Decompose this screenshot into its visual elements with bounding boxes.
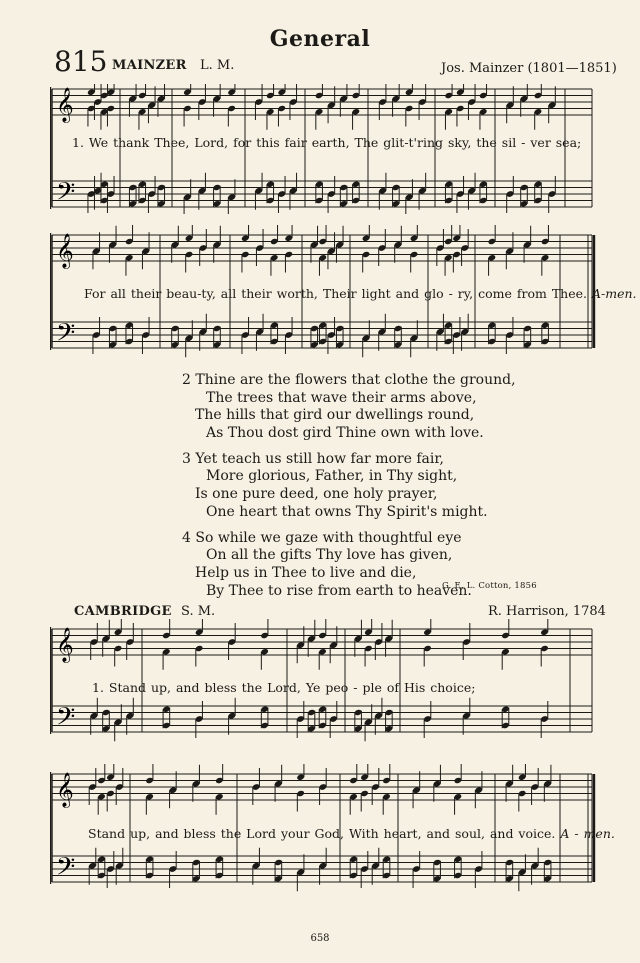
stanza <box>0 530 640 600</box>
verse-line: More glorious, Father, in Thy sight, <box>206 468 458 485</box>
lyric-line: 1. Stand up, and bless the Lord, Ye peo - ple of His choice; <box>92 680 476 695</box>
lyric-text: Stand up, and bless the Lord your God, With heart, and soul, and voice. <box>88 826 556 841</box>
treble-clef-icon: 𝄞 <box>56 772 74 808</box>
verse-line: On all the gifts Thy love has given, <box>206 547 453 564</box>
amen-label: A-men. <box>591 286 637 301</box>
stanza <box>0 451 640 521</box>
treble-clef-icon: 𝄞 <box>56 233 74 269</box>
composer-credit: R. Harrison, 1784 <box>488 604 606 619</box>
lyric-line <box>88 826 615 841</box>
tune-name: CAMBRIDGE <box>74 604 172 619</box>
verse-block <box>0 372 640 609</box>
bass-clef-icon: 𝄢 <box>56 702 76 738</box>
lyric-line: 1. We thank Thee, Lord, for this fair earth, The glit-t'ring sky, the sil - ver sea; <box>72 135 582 150</box>
verse-line: Help us in Thee to live and die, <box>195 564 417 581</box>
tune-meter: S. M. <box>181 604 216 619</box>
amen-label: A - men. <box>560 826 615 841</box>
bass-clef-icon: 𝄢 <box>56 318 76 354</box>
bass-clef-icon: 𝄢 <box>56 852 76 888</box>
verse-line: 2 Thine are the flowers that clothe the ground, <box>182 372 516 388</box>
tune-name: MAINZER <box>112 58 187 73</box>
tune-meter: L. M. <box>200 58 235 73</box>
hymn-number: 815 <box>54 45 108 78</box>
verse-line: 4 So while we gaze with thoughtful eye <box>182 529 462 546</box>
page-title: General <box>269 26 371 52</box>
verse-line: The hills that gird our dwellings round, <box>195 407 475 424</box>
verse-line: By Thee to rise from earth to heaven. <box>206 582 472 599</box>
treble-clef-icon: 𝄞 <box>56 627 74 663</box>
text-author: G. E. L. Cotton, 1856 <box>442 581 537 591</box>
bass-clef-icon: 𝄢 <box>56 177 76 213</box>
verse-line: 3 Yet teach us still how far more fair, <box>182 450 444 467</box>
verse-line: The trees that wave their arms above, <box>206 389 477 406</box>
stanza <box>0 372 640 442</box>
treble-clef-icon: 𝄞 <box>56 87 74 123</box>
lyric-line <box>84 286 637 301</box>
verse-line: One heart that owns Thy Spirit's might. <box>206 503 488 520</box>
verse-line: Is one pure deed, one holy prayer, <box>195 486 438 503</box>
verse-line: As Thou dost gird Thine own with love. <box>206 424 484 441</box>
composer-credit: Jos. Mainzer (1801—1851) <box>441 61 617 76</box>
lyric-text: For all their beau-ty, all their worth, Their light and glo - ry, come from Thee. <box>84 286 587 301</box>
page-number: 658 <box>310 933 330 944</box>
